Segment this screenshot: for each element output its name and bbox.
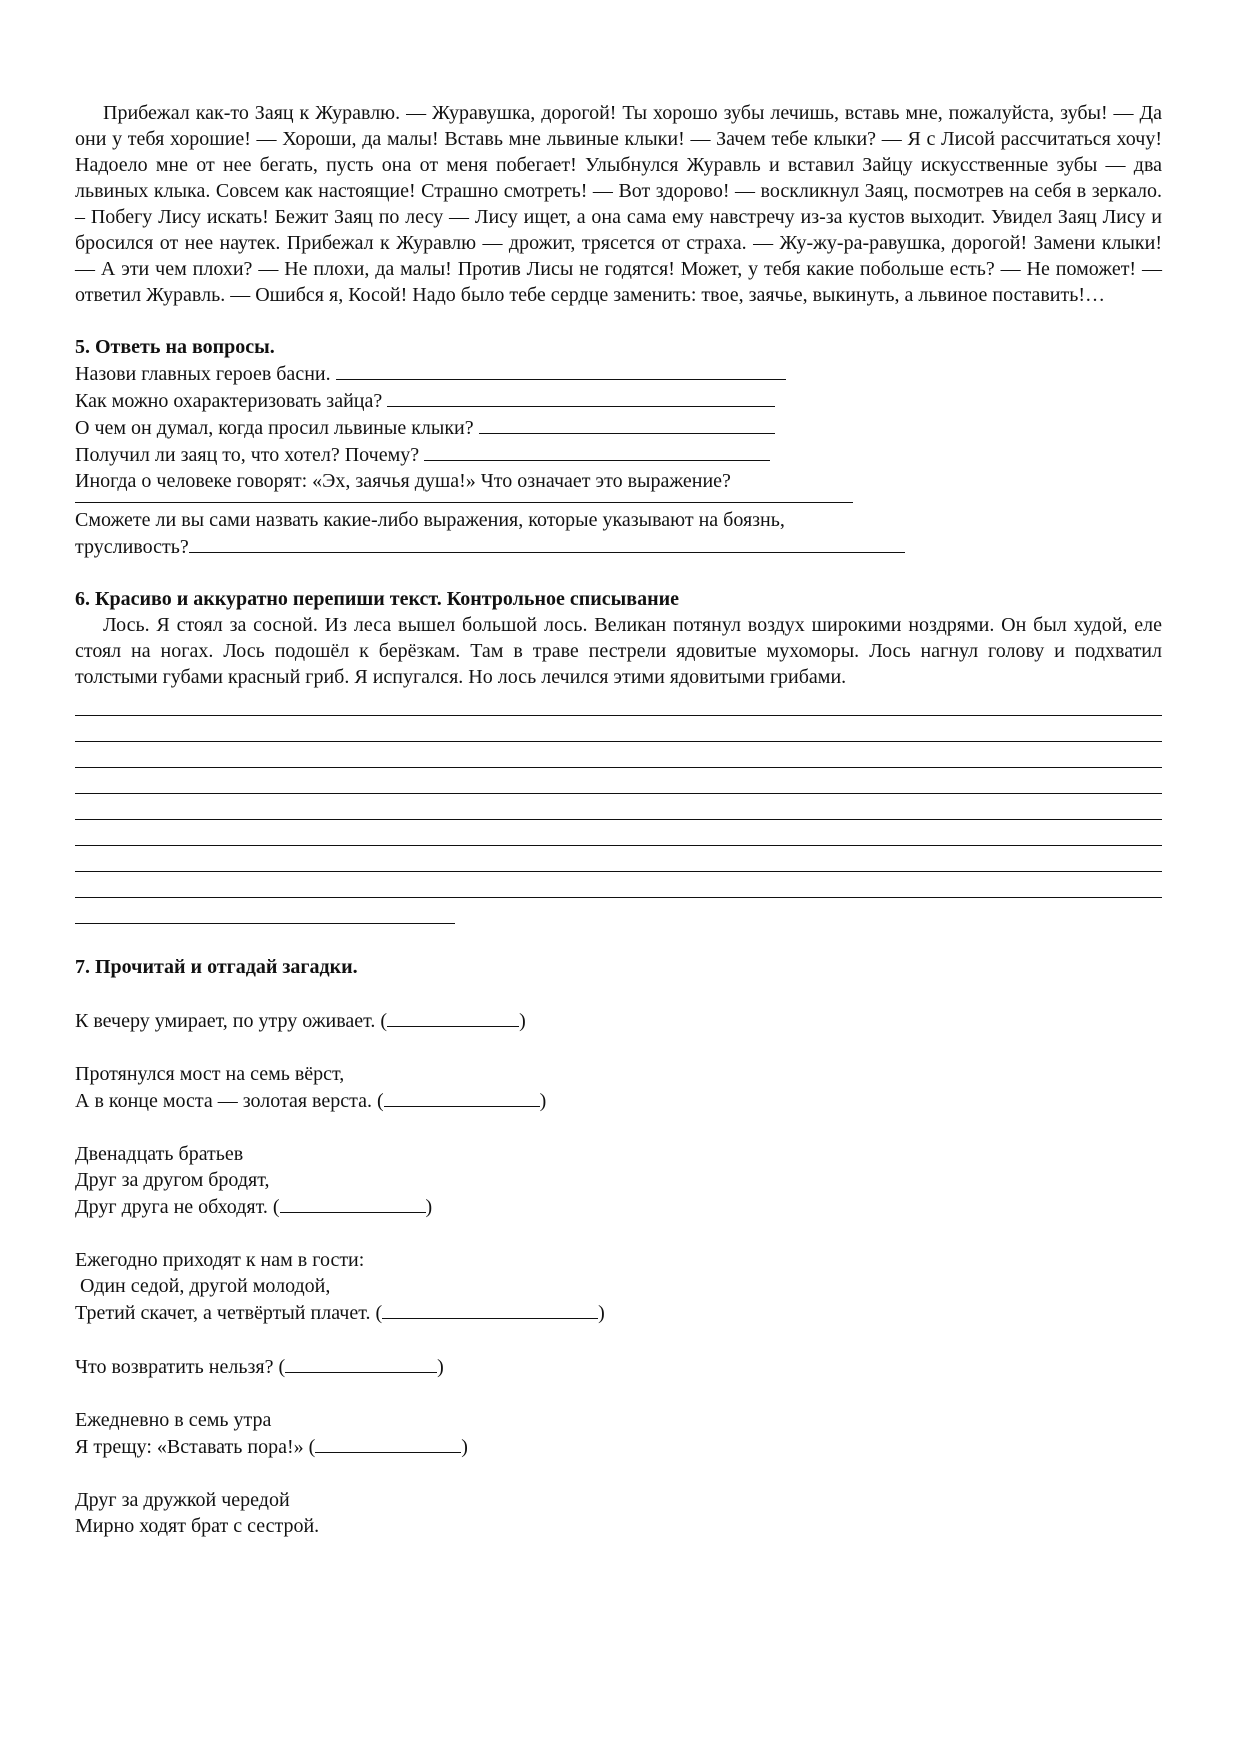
copy-line[interactable] (75, 690, 1162, 716)
riddle-7-line-2: Мирно ходят брат с сестрой. (75, 1515, 320, 1537)
copy-line[interactable] (75, 768, 1162, 794)
question-6a: Сможете ли вы сами назвать какие-либо выражения, которые указывают на боязнь, (75, 509, 785, 531)
riddle-4-line-2: Один седой, другой молодой, (75, 1275, 331, 1297)
riddle-4-line-3: Третий скачет, а четвёртый плачет. ( ) (75, 1299, 1162, 1326)
story-text: Прибежал как-то Заяц к Журавлю. — Журавушка, дорогой! Ты хорошо зубы лечишь, вставь мне, пожалуйста, зубы! — Да они у тебя хорошие! — Хороши, да малы! Вставь мне львиные клыки! — Зачем тебе клыки? — Я с Лисой рассчитаться хочу! Надоело мне от нее бегать, пусть она от меня побегает! Улыбнулся Журавль и вставил Зайцу искусственные зубы — два львиных клыка. Совсем как настоящие! Страшно смотреть! — Вот здорово! — воскликнул Заяц, посмотрев на себя в зеркало. – Побегу Лису искать! Бежит Заяц по лесу — Лису ищет, а она сама ему навстречу из-за кустов выходит. Увидел Заяц Лису и бросился от нее наутек. Прибежал к Журавлю — дрожит, трясется от страха. — Жу-жу-ра-равушка, дорогой! Замени клыки! — А эти чем плохи? — Не плохи, да малы! Против Лисы не годятся! Может, у тебя какие побольше есть? — Не поможет! — ответил Журавль. — Ошибся я, Косой! Надо было тебе сердце заменить: твое, заячье, выкинуть, а львиное поставить!… (75, 102, 1162, 306)
riddle-1: К вечеру умирает, по утру оживает. ( ) (75, 1007, 1162, 1034)
copy-line[interactable] (75, 820, 1162, 846)
riddle-answer-6[interactable] (315, 1433, 461, 1453)
copy-line[interactable] (75, 794, 1162, 820)
answer-line-1[interactable] (336, 360, 786, 380)
section5-title: 5. Ответь на вопросы. (75, 336, 275, 358)
riddle-answer-5[interactable] (285, 1353, 437, 1373)
riddle-3-line-3: Друг друга не обходят. ( ) (75, 1193, 1162, 1220)
riddle-answer-4[interactable] (382, 1299, 598, 1319)
riddle-3-line-1: Двенадцать братьев (75, 1143, 244, 1165)
answer-line-6[interactable] (189, 533, 905, 553)
riddle-answer-2[interactable] (384, 1087, 540, 1107)
question-5: Иногда о человеке говорят: «Эх, заячья душа!» Что означает это выражение? (75, 470, 731, 492)
answer-line-2[interactable] (387, 387, 775, 407)
riddle-2-line-1: Протянулся мост на семь вёрст, (75, 1063, 345, 1085)
riddle-6-line-2: Я трещу: «Вставать пора!» ( ) (75, 1433, 1162, 1460)
riddle-4-line-1: Ежегодно приходят к нам в гости: (75, 1249, 365, 1271)
question-1: Назови главных героев басни. (75, 360, 1162, 387)
copy-line[interactable] (75, 872, 1162, 898)
riddle-answer-1[interactable] (387, 1007, 519, 1027)
riddle-3-line-2: Друг за другом бродят, (75, 1169, 270, 1191)
riddle-answer-3[interactable] (280, 1193, 426, 1213)
question-4: Получил ли заяц то, что хотел? Почему? (75, 441, 1162, 468)
copy-line[interactable] (75, 742, 1162, 768)
copy-line[interactable] (75, 716, 1162, 742)
section7-title: 7. Прочитай и отгадай загадки. (75, 956, 358, 978)
answer-line-4[interactable] (424, 441, 770, 461)
question-2: Как можно охарактеризовать зайца? (75, 387, 1162, 414)
riddle-7-line-1: Друг за дружкой чередой (75, 1489, 290, 1511)
riddle-6-line-1: Ежедневно в семь утра (75, 1409, 272, 1431)
copy-text: Лось. Я стоял за сосной. Из леса вышел большой лось. Великан потянул воздух широкими ноздрями. Он был худой, еле стоял на ногах. Лось подошёл к берёзкам. Там в траве пестрели ядовитые мухоморы. Лось нагнул голову и подхватил толстыми губами красный гриб. Я испугался. Но лось лечился этими ядовитыми грибами. (75, 614, 1162, 688)
riddle-2-line-2: А в конце моста — золотая верста. ( ) (75, 1087, 1162, 1114)
answer-line-3[interactable] (479, 414, 775, 434)
question-3: О чем он думал, когда просил львиные клыки? (75, 414, 1162, 441)
copy-line-last[interactable] (75, 898, 455, 924)
answer-line-5[interactable] (75, 494, 853, 503)
question-6: трусливость? (75, 533, 1162, 560)
riddle-5: Что возвратить нельзя? ( ) (75, 1353, 1162, 1380)
section6-title: 6. Красиво и аккуратно перепиши текст. Контрольное списывание (75, 588, 680, 610)
copy-lines (75, 690, 1162, 924)
copy-line[interactable] (75, 846, 1162, 872)
